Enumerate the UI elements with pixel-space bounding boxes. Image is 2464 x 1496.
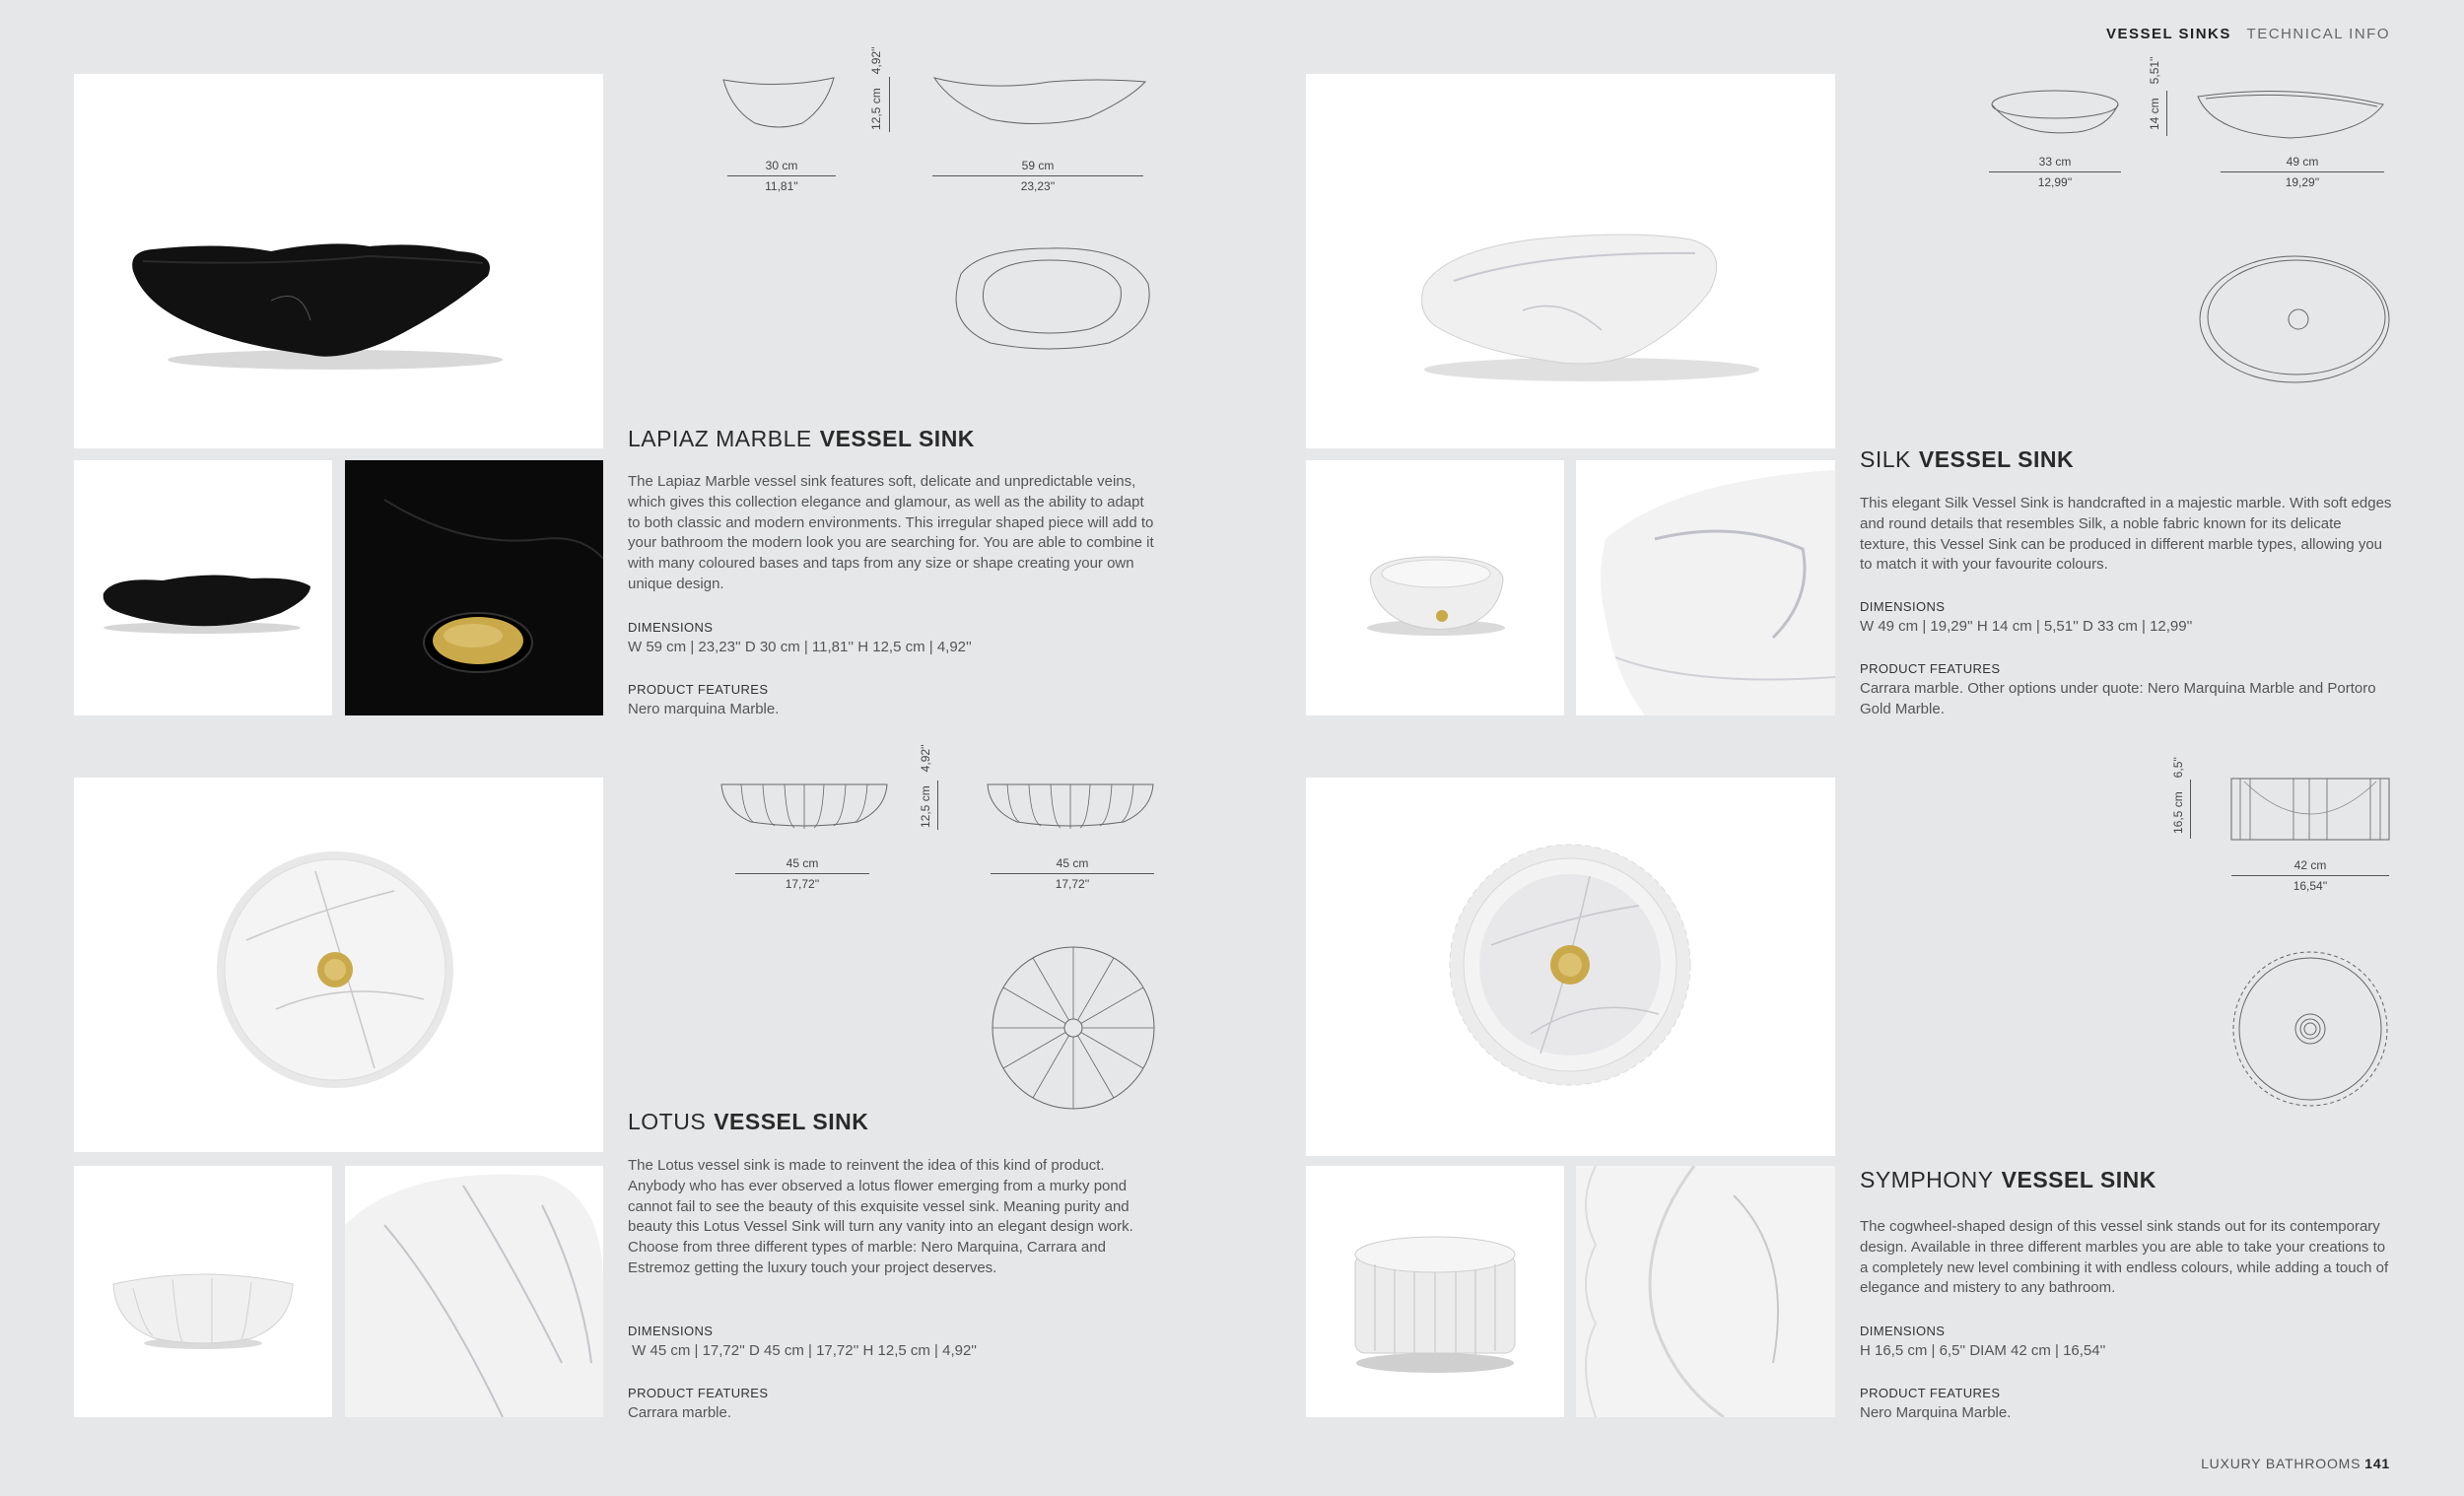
lotus-top-drawing (989, 943, 1158, 1113)
symphony-height-rule (2190, 780, 2191, 839)
lotus-title: LOTUS VESSEL SINK (628, 1109, 869, 1134)
symphony-height-dimension: 16,5 cm6,5'' (2171, 757, 2185, 834)
lotus-front-drawing (986, 781, 1155, 830)
section-title: VESSEL SINKS (2105, 26, 2231, 42)
silk-height-dimension: 14 cm5,51'' (2148, 56, 2161, 130)
lapiaz-front-drawing (931, 74, 1148, 133)
symphony-side-drawing (2230, 778, 2390, 841)
lotus-side-photo (74, 1166, 332, 1417)
lotus-side-drawing (719, 781, 889, 830)
lapiaz-features-label: PRODUCT FEATURES (628, 682, 769, 697)
lapiaz-width-dimension: 30 cm 11,81'' (727, 156, 836, 196)
lotus-dimensions: W 45 cm | 17,72'' D 45 cm | 17,72'' H 12,5 cm | 4,92'' (628, 1342, 978, 1359)
lotus-detail-photo (345, 1166, 603, 1417)
silk-detail-photo (1576, 460, 1835, 715)
lapiaz-title: LAPIAZ MARBLE VESSEL SINK (628, 426, 975, 451)
symphony-side-photo (1306, 1166, 1564, 1417)
lotus-height-rule (937, 781, 938, 830)
lotus-description: The Lotus vessel sink is made to reinvent the idea of this kind of product. Anybody who has ever observed a lotus flower emerging from a murky pond cannot fail to see the beauty of this exquisite vessel sink. Meaning purity and beauty this Lotus Vessel Sink will turn any vanity into an elegant design work. Choose from three different types of marble: Nero Marquina, Carrara and Estremoz getting the luxury touch your project deserves. (628, 1157, 1133, 1276)
lotus-dimensions-label: DIMENSIONS (628, 1324, 714, 1338)
lapiaz-top-drawing (941, 244, 1158, 353)
page-footer (2201, 1456, 2390, 1471)
lapiaz-height-rule (889, 77, 890, 132)
silk-main-photo (1306, 74, 1835, 448)
silk-side-drawing (1989, 83, 2121, 142)
silk-dimensions-label: DIMENSIONS (1860, 599, 1946, 614)
lapiaz-dimensions: W 59 cm | 23,23'' D 30 cm | 11,81'' H 12,5 cm | 4,92'' (628, 639, 972, 655)
lotus-depth-dimension: 45 cm 17,72'' (991, 853, 1154, 894)
lotus-width-dimension: 45 cm 17,72'' (735, 853, 869, 894)
silk-front-drawing (2194, 83, 2387, 142)
footer-label: LUXURY BATHROOMS (2201, 1456, 2361, 1471)
section-subtitle: TECHNICAL INFO (2246, 26, 2390, 42)
symphony-detail-photo (1576, 1166, 1835, 1417)
lapiaz-length-dimension: 59 cm 23,23'' (932, 156, 1143, 196)
silk-features-label: PRODUCT FEATURES (1860, 661, 2001, 676)
symphony-features: Nero Marquina Marble. (1860, 1404, 2012, 1421)
silk-depth-dimension: 33 cm 12,99'' (1989, 152, 2121, 192)
symphony-diameter-dimension: 42 cm 16,54'' (2231, 855, 2389, 896)
silk-height-rule (2166, 91, 2167, 136)
silk-features: Carrara marble. Other options under quote: Nero Marquina Marble and Portoro Gold Marble. (1860, 680, 2376, 717)
lapiaz-main-photo (74, 74, 603, 448)
silk-width-dimension: 49 cm 19,29'' (2221, 152, 2384, 192)
lapiaz-side-photo (74, 460, 332, 715)
lapiaz-detail-photo (345, 460, 603, 715)
silk-description: This elegant Silk Vessel Sink is handcrafted in a majestic marble. With soft edges and round details that resembles Silk, a noble fabric known for its delicate texture, this Vessel Sink can be produced in different marble types, allowing you to match it with your favourite colours. (1860, 495, 2392, 574)
symphony-features-label: PRODUCT FEATURES (1860, 1386, 2001, 1400)
lapiaz-side-drawing (719, 74, 838, 133)
lapiaz-dimensions-label: DIMENSIONS (628, 620, 714, 635)
lotus-features: Carrara marble. (628, 1404, 732, 1421)
lapiaz-description: The Lapiaz Marble vessel sink features soft, delicate and unpredictable veins, which gives this collection elegance and glamour, as well as the ability to adapt to both classic and modern environments. This irregular shaped piece will add to your bathroom the modern look you are searching for. You are able to combine it with many coloured bases and taps from any size or shape creating your own unique design. (628, 473, 1154, 592)
symphony-top-drawing (2230, 949, 2390, 1109)
lapiaz-features: Nero marquina Marble. (628, 701, 780, 717)
silk-title: SILK VESSEL SINK (1860, 446, 2075, 472)
lotus-features-label: PRODUCT FEATURES (628, 1386, 769, 1400)
lotus-main-photo (74, 778, 603, 1152)
lapiaz-height-dimension: 12,5 cm4,92'' (869, 46, 883, 130)
symphony-description: The cogwheel-shaped design of this vessel sink stands out for its contemporary design. Available in three different marbles you are able to take your creations to a completely new level combining it with endless colours, while adding a touch of elegance and mistery to any bathroom. (1860, 1218, 2389, 1297)
symphony-title: SYMPHONY VESSEL SINK (1860, 1167, 2156, 1192)
page-header (2106, 26, 2390, 42)
page-number: 141 (2364, 1456, 2390, 1471)
silk-side-photo (1306, 460, 1564, 715)
silk-dimensions: W 49 cm | 19,29'' H 14 cm | 5,51'' D 33 cm | 12,99'' (1860, 618, 2193, 635)
silk-top-drawing (2196, 252, 2393, 386)
symphony-dimensions-label: DIMENSIONS (1860, 1324, 1946, 1338)
lotus-height-dimension: 12,5 cm4,92'' (919, 744, 932, 828)
symphony-dimensions: H 16,5 cm | 6,5'' DIAM 42 cm | 16,54'' (1860, 1342, 2106, 1359)
symphony-main-photo (1306, 778, 1835, 1156)
